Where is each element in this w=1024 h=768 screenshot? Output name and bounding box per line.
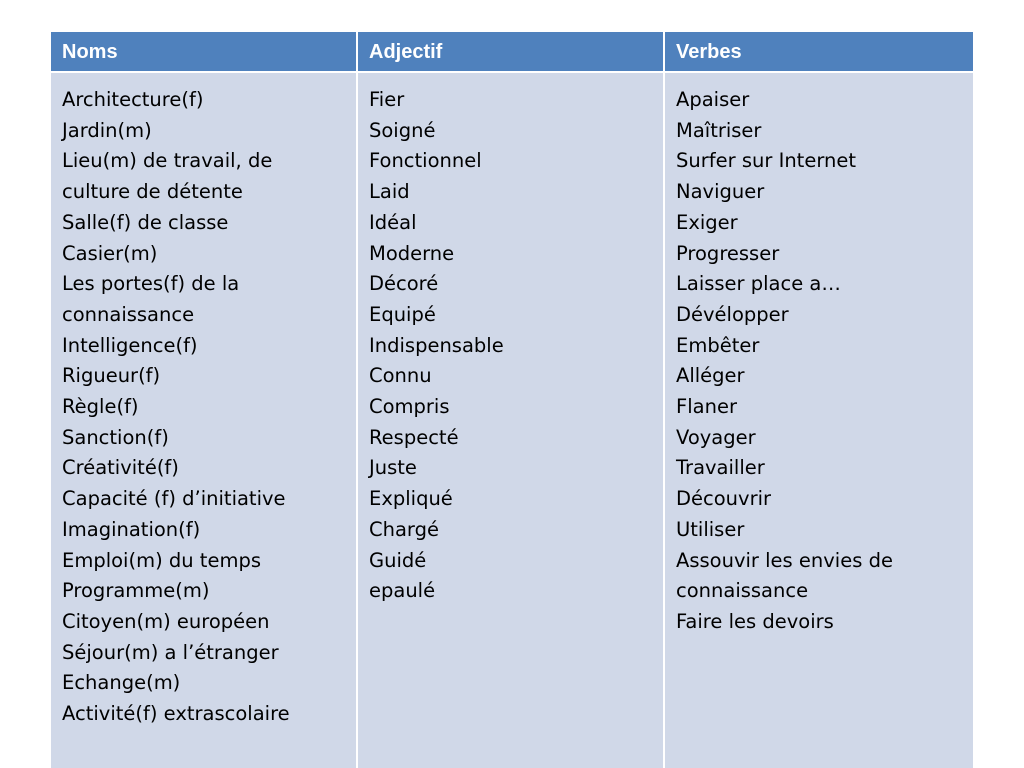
adjectif-item: Moderne (369, 241, 455, 265)
noms-item: Lieu(m) de travail, de (62, 149, 273, 173)
verbes-item: Laisser place a… (676, 272, 841, 296)
column-noms (51, 73, 358, 768)
noms-item: Intelligence(f) (62, 333, 198, 357)
verbes-item: Faire les devoirs (676, 609, 834, 633)
noms-item: Séjour(m) a l’étranger (62, 640, 279, 664)
adjectif-item: Guidé (369, 548, 427, 572)
verbes-item: Dévélopper (676, 302, 789, 326)
verbes-item: Embêter (676, 333, 760, 357)
adjectif-item: Décoré (369, 272, 439, 296)
header-verbes: Verbes (665, 32, 973, 73)
verbes-item: Exiger (676, 210, 738, 234)
noms-item: culture de détente (62, 180, 243, 204)
adjectif-item: Connu (369, 364, 432, 388)
verbes-item: Flaner (676, 395, 737, 419)
noms-item: Salle(f) de classe (62, 210, 229, 234)
noms-item: Activité(f) extrascolaire (62, 702, 290, 726)
noms-item: Créativité(f) (62, 456, 179, 480)
noms-item: Capacité (f) d’initiative (62, 487, 286, 511)
adjectif-item: Juste (369, 456, 417, 480)
adjectif-item: Chargé (369, 517, 439, 541)
verbes-item: Découvrir (676, 487, 772, 511)
noms-item: Règle(f) (62, 395, 139, 419)
adjectif-item: Idéal (369, 210, 417, 234)
header-noms: Noms (51, 32, 358, 73)
verbes-item: Naviguer (676, 180, 765, 204)
column-verbes (665, 73, 973, 768)
noms-item: connaissance (62, 302, 195, 326)
noms-item: Imagination(f) (62, 517, 201, 541)
adjectif-item: Fonctionnel (369, 149, 482, 173)
verbes-item: connaissance (676, 579, 809, 603)
noms-item: Programme(m) (62, 579, 210, 603)
verbes-item: Alléger (676, 364, 745, 388)
verbes-item: Travailler (676, 456, 765, 480)
noms-item: Citoyen(m) européen (62, 609, 270, 633)
adjectif-item: Soigné (369, 118, 436, 142)
noms-item: Jardin(m) (62, 118, 152, 142)
adjectif-item: epaulé (369, 579, 436, 603)
noms-item: Les portes(f) de la (62, 272, 240, 296)
noms-item: Casier(m) (62, 241, 158, 265)
verbes-item: Surfer sur Internet (676, 149, 856, 173)
noms-item: Echange(m) (62, 671, 181, 695)
adjectif-item: Respecté (369, 425, 459, 449)
noms-item: Emploi(m) du temps (62, 548, 261, 572)
verbes-item: Assouvir les envies de (676, 548, 893, 572)
verbes-item: Voyager (676, 425, 756, 449)
vocabulary-table (51, 32, 973, 768)
noms-item: Sanction(f) (62, 425, 169, 449)
adjectif-item: Laid (369, 180, 410, 204)
adjectif-item: Indispensable (369, 333, 504, 357)
header-adjectif: Adjectif (358, 32, 665, 73)
column-adjectif (358, 73, 665, 768)
verbes-item: Apaiser (676, 88, 750, 111)
adjectif-item: Compris (369, 395, 450, 419)
verbes-item: Progresser (676, 241, 780, 265)
adjectif-item: Expliqué (369, 487, 453, 511)
adjectif-item: Fier (369, 88, 405, 111)
noms-item: Rigueur(f) (62, 364, 161, 388)
noms-item: Architecture(f) (62, 88, 204, 111)
adjectif-item: Equipé (369, 302, 436, 326)
verbes-item: Maîtriser (676, 118, 762, 142)
verbes-item: Utiliser (676, 517, 745, 541)
